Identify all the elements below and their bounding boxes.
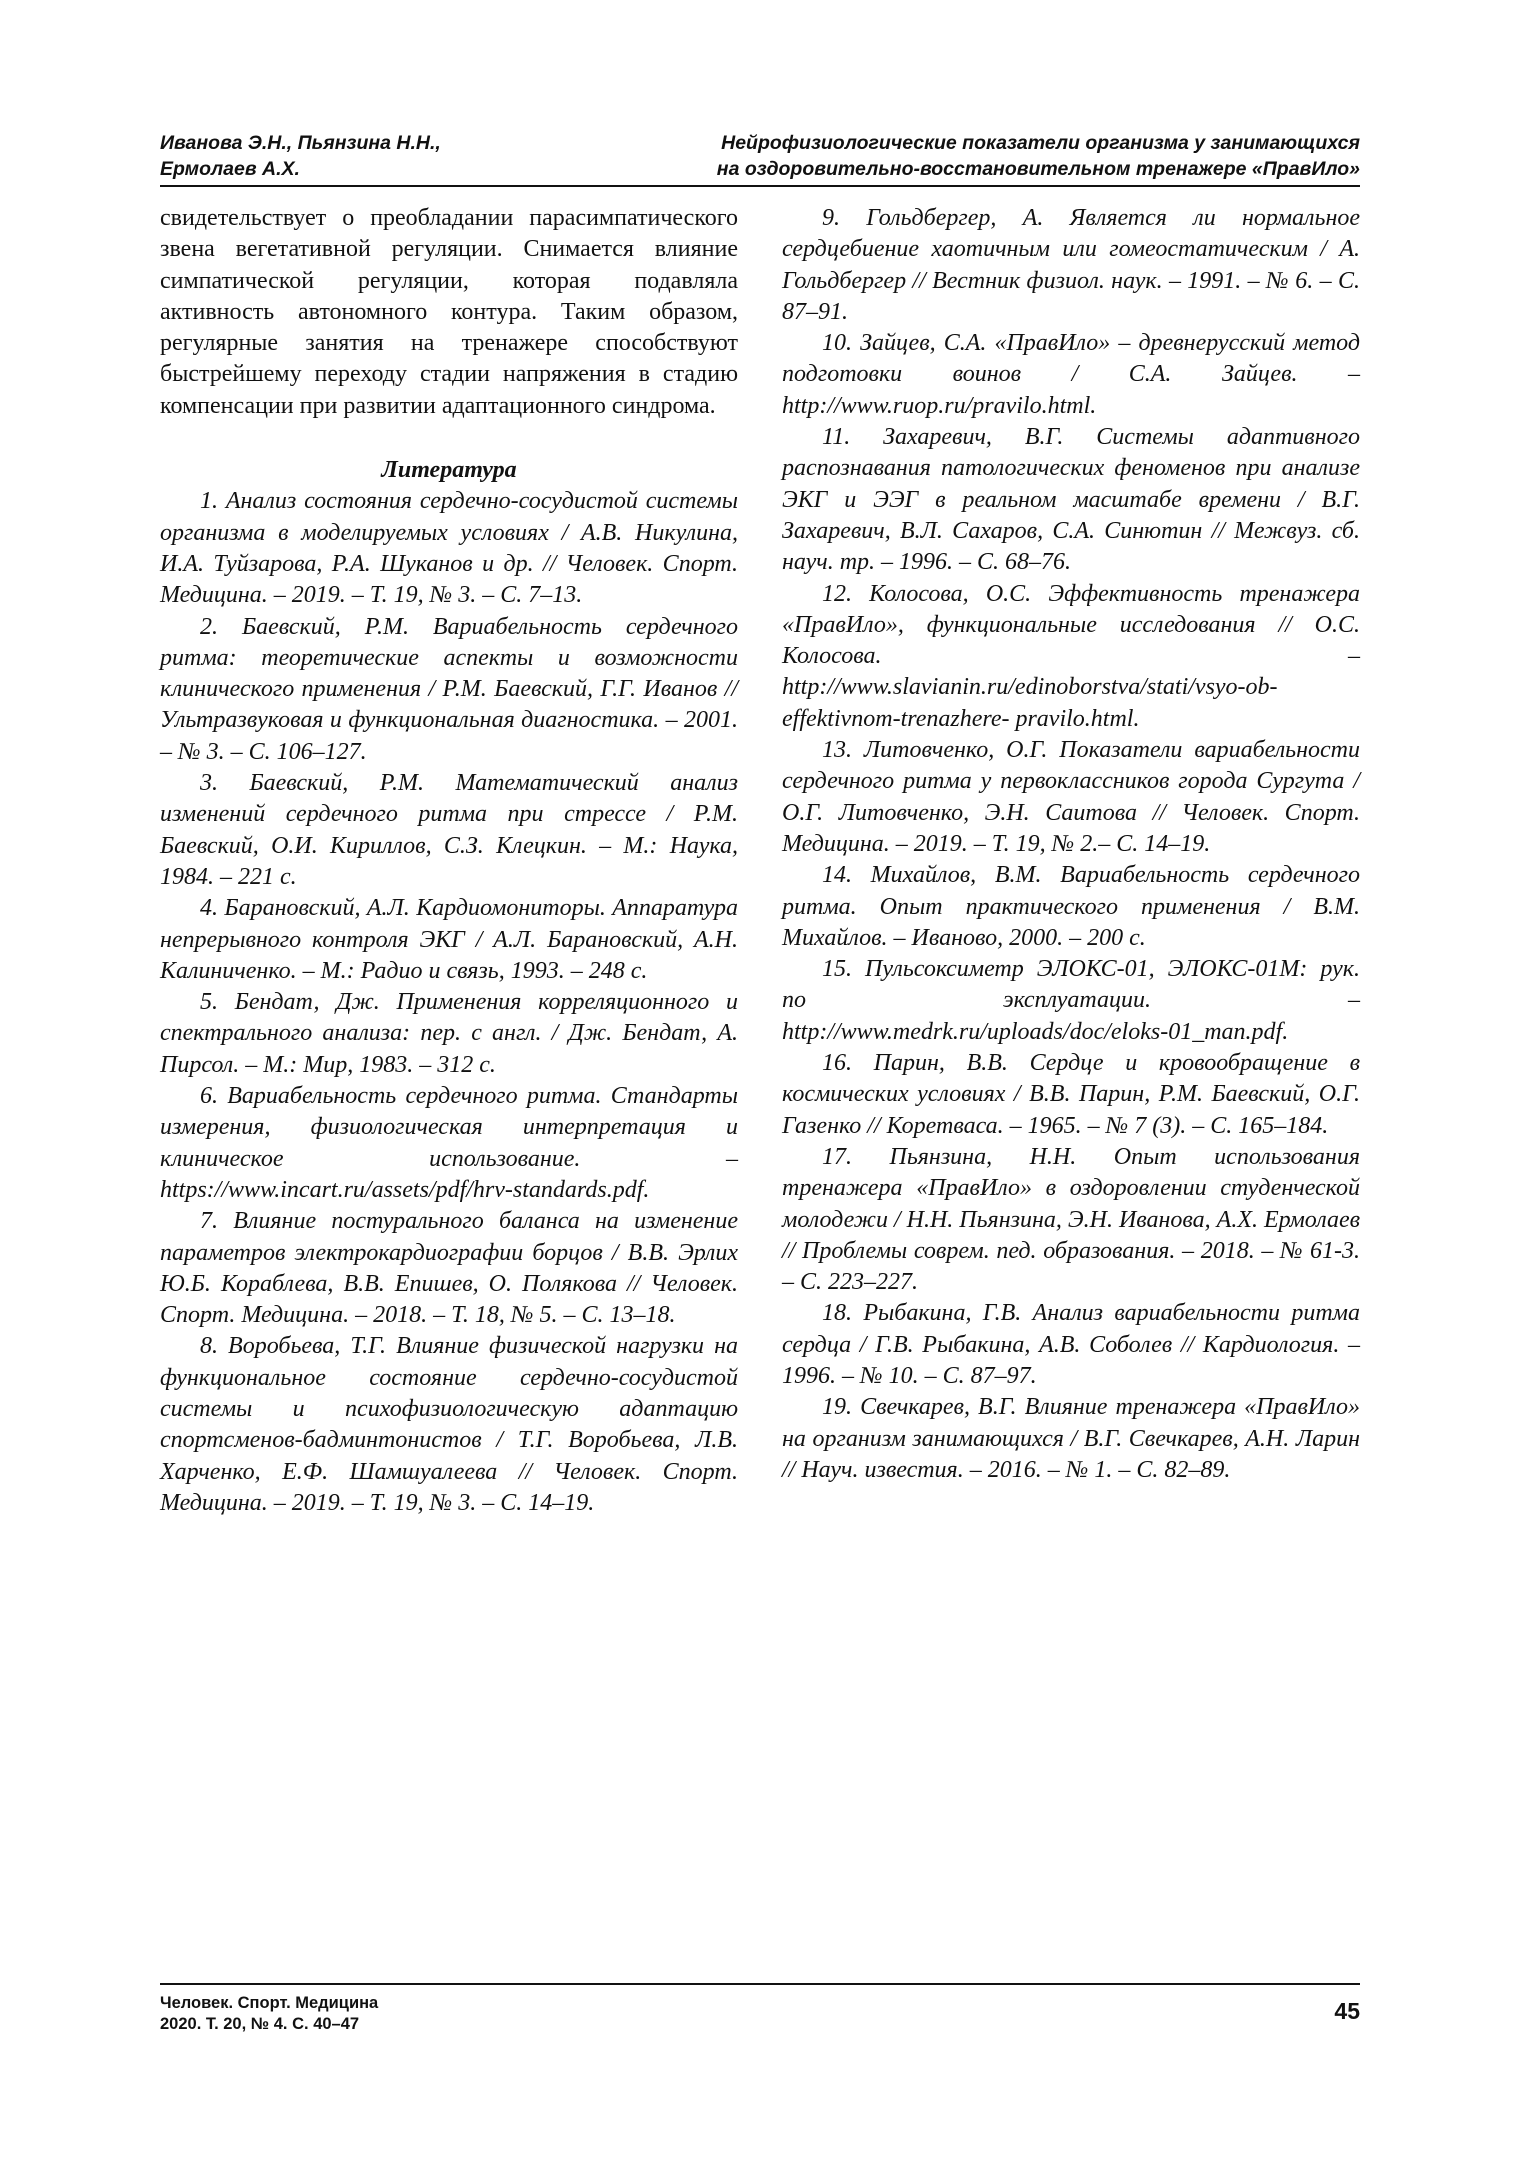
running-head-title: Нейрофизиологические показатели организма у занимающихся на оздоровительно-восстановительном тренажере «ПравИло» <box>716 132 1360 180</box>
reference-item-11: 11. Захаревич, В.Г. Системы адаптивного распознавания патологических феноменов при анализе ЭКГ и ЭЭГ в реальном масштабе времени / В.Г. Захаревич, В.Л. Сахаров, С.А. Синютин // Межвуз. сб. науч. тр. – 1996. – С. 68–76. <box>782 424 1360 576</box>
reference-item-13: 13. Литовченко, О.Г. Показатели вариабельности сердечного ритма у первоклассников города Сургута / О.Г. Литовченко, Э.Н. Саитова // Человек. Спорт. Медицина. – 2019. – Т. 19, № 2.– С. 14–19. <box>782 737 1360 857</box>
footer-divider <box>160 1983 1360 1985</box>
reference-item-16: 16. Парин, В.В. Сердце и кровообращение в космических условиях / В.В. Парин, Р.М. Баевский, О.Г. Газенко // Коретваса. – 1965. – № 7 (3). – С. 165–184. <box>782 1050 1360 1139</box>
reference-item-9: 9. Гольдбергер, А. Является ли нормальное сердцебиение хаотичным или гомеостатическим / А. Гольдбергер // Вестник физиол. наук. – 1991. – № 6. – С. 87–91. <box>782 205 1360 325</box>
right-column <box>782 203 1360 1486</box>
reference-item-6: 6. Вариабельность сердечного ритма. Стандарты измерения, физиологическая интерпретация и клиническое использование. – https://www.incart.ru/assets/pdf/hrv-standards.pdf. <box>160 1083 738 1203</box>
reference-item-17: 17. Пьянзина, Н.Н. Опыт использования тренажера «ПравИло» в оздоровлении студенческой молодежи / Н.Н. Пьянзина, Э.Н. Иванова, А.Х. Ермолаев // Проблемы соврем. пед. образования. – 2018. – № 61-3. – С. 223–227. <box>782 1143 1361 1296</box>
reference-item-19: 19. Свечкарев, В.Г. Влияние тренажера «ПравИло» на организм занимающихся / В.Г. Свечкарев, А.Н. Ларин // Науч. известия. – 2016. – № 1. – С. 82–89. <box>782 1394 1360 1483</box>
running-head-authors: Иванова Э.Н., Пьянзина Н.Н., Ермолаев А.Х. <box>160 132 441 180</box>
body-paragraph: свидетельствует о преобладании парасимпатического звена вегетативной регуляции. Снимается влияние симпатической регуляции, которая подавляла активность автономного контура. Таким образом, регулярные занятия на тренажере способствуют быстрейшему переходу стадии напряжения в стадию компенсации при развитии адаптационного синдрома. <box>160 205 738 419</box>
reference-item-4: 4. Барановский, А.Л. Кардиомониторы. Аппаратура непрерывного контроля ЭКГ / А.Л. Барановский, А.Н. Калиниченко. – М.: Радио и связь, 1993. – 248 с. <box>160 895 738 984</box>
reference-item-1: 1. Анализ состояния сердечно-сосудистой системы организма в моделируемых условиях / А.В. Никулина, И.А. Туйзарова, Р.А. Шуканов и др. // Человек. Спорт. Медицина. – 2019. – Т. 19, № 3. – С. 7–13. <box>160 488 738 609</box>
reference-item-18: 18. Рыбакина, Г.В. Анализ вариабельности ритма сердца / Г.В. Рыбакина, А.В. Соболев // Кардиология. – 1996. – № 10. – С. 87–97. <box>782 1300 1360 1389</box>
reference-item-15: 15. Пульсоксиметр ЭЛОКС-01, ЭЛОКС-01М: рук. по эксплуатации. – http://www.medrk.ru/uploads/doc/eloks-01_man.pdf. <box>782 956 1360 1045</box>
reference-item-7: 7. Влияние постурального баланса на изменение параметров электрокардиографии борцов / В.В. Эрлих Ю.Б. Кораблева, В.В. Епишев, О. Полякова // Человек. Спорт. Медицина. – 2018. – Т. 18, № 5. – С. 13–18. <box>160 1208 738 1329</box>
running-head <box>160 130 1360 186</box>
reference-item-12: 12. Колосова, О.С. Эффективность тренажера «ПравИло», функциональные исследования // О.С. Колосова. – http://www.slavianin.ru/edinoborstva/stati/vsyo-ob-effektivnom-trenazhere- pravilo.html. <box>782 580 1360 732</box>
reference-item-5: 5. Бендат, Дж. Применения корреляционного и спектрального анализа: пер. с англ. / Дж. Бендат, А. Пирсол. – М.: Мир, 1983. – 312 с. <box>160 989 738 1078</box>
references-heading: Литература <box>381 457 517 484</box>
reference-item-2: 2. Баевский, Р.М. Вариабельность сердечного ритма: теоретические аспекты и возможности клинического применения / Р.М. Баевский, Г.Г. Иванов // Ультразвуковая и функциональная диагностика. – 2001. – № 3. – С. 106–127. <box>160 613 738 765</box>
header-divider <box>160 185 1360 187</box>
footer-journal-info: Человек. Спорт. Медицина 2020. Т. 20, № 4. С. 40–47 <box>160 1994 379 2033</box>
reference-item-8: 8. Воробьева, Т.Г. Влияние физической нагрузки на функциональное состояние сердечно-сосудистой системы и психофизиологическую адаптацию спортсменов-бадминтонистов / Т.Г. Воробьева, Л.В. Харченко, Е.Ф. Шамшуалеева // Человек. Спорт. Медицина. – 2019. – Т. 19, № 3. – С. 14–19. <box>160 1333 738 1516</box>
page-number: 45 <box>1334 1998 1360 2024</box>
reference-item-10: 10. Зайцев, С.А. «ПравИло» – древнерусский метод подготовки воинов / С.А. Зайцев. – http://www.ruop.ru/pravilo.html. <box>782 330 1360 419</box>
left-column <box>160 203 738 1519</box>
reference-item-3: 3. Баевский, Р.М. Математический анализ изменений сердечного ритма при стрессе / Р.М. Баевский, О.И. Кириллов, С.З. Клецкин. – М.: Наука, 1984. – 221 с. <box>160 770 738 890</box>
reference-item-14: 14. Михайлов, В.М. Вариабельность сердечного ритма. Опыт практического применения / В.М. Михайлов. – Иваново, 2000. – 200 с. <box>782 862 1360 951</box>
